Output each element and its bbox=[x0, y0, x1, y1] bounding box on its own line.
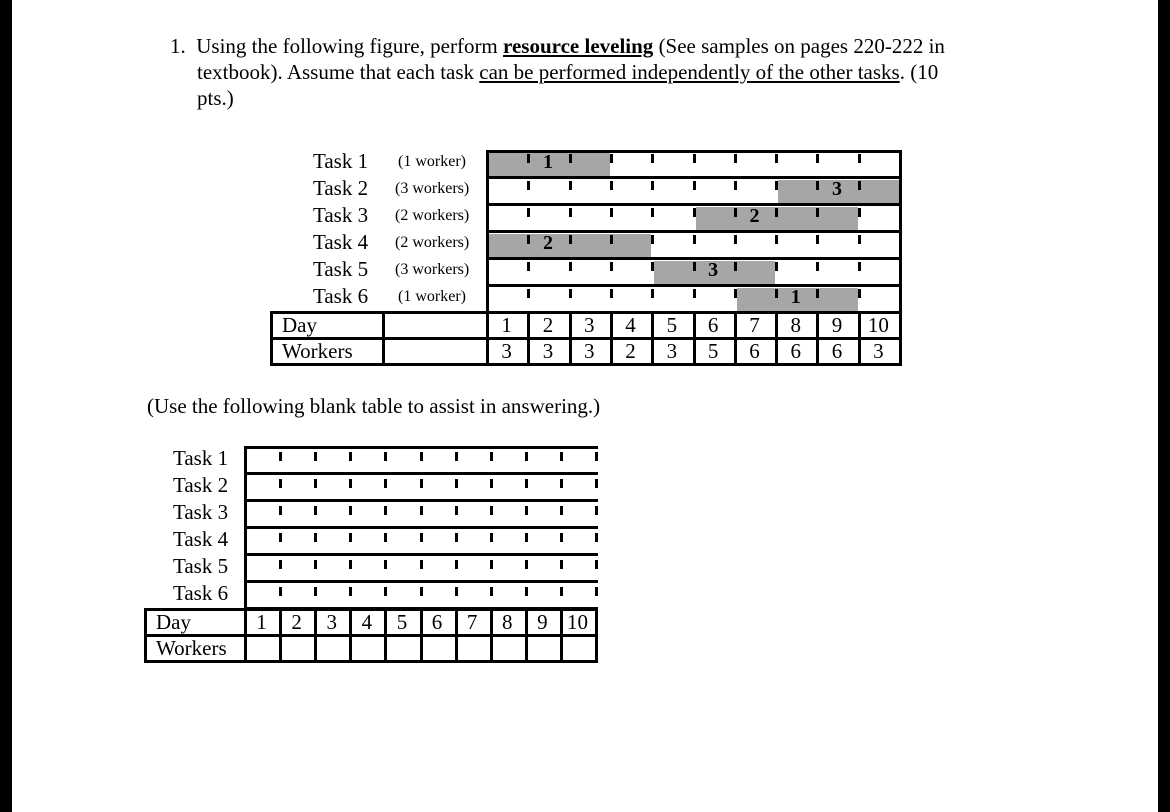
figure-grid-tick bbox=[651, 154, 654, 163]
figure-grid-tick bbox=[527, 208, 530, 217]
figure-grid-tick bbox=[610, 289, 613, 298]
blank-grid-tick bbox=[490, 452, 493, 461]
blank-grid-tick bbox=[384, 506, 387, 515]
blank-grid-tick bbox=[420, 452, 423, 461]
blank-grid-tick bbox=[560, 533, 563, 542]
figure-workers-label: Workers bbox=[282, 339, 353, 363]
figure-day-cell: 10 bbox=[867, 313, 889, 337]
question-line-1 bbox=[170, 33, 945, 59]
blank-grid-tick bbox=[595, 560, 598, 569]
blank-day-cell: 10 bbox=[566, 610, 588, 634]
blank-grid-tick bbox=[490, 560, 493, 569]
blank-grid-tick bbox=[455, 587, 458, 596]
blank-day-cell: 7 bbox=[466, 610, 478, 634]
figure-day-cell: 8 bbox=[790, 313, 801, 337]
question-number: 1. bbox=[170, 34, 186, 58]
blank-grid-tick bbox=[560, 452, 563, 461]
blank-grid-tick bbox=[525, 479, 528, 488]
figure-task-label: Task 4 bbox=[313, 230, 369, 254]
blank-grid-tick bbox=[595, 587, 598, 596]
blank-grid-tick bbox=[490, 587, 493, 596]
figure-day-cell: 3 bbox=[583, 313, 595, 337]
figure-task-label: Task 3 bbox=[313, 203, 369, 227]
blank-grid-tick bbox=[314, 533, 317, 542]
figure-bar-label: 1 bbox=[790, 286, 801, 308]
blank-grid-tick bbox=[384, 479, 387, 488]
figure-grid-tick bbox=[816, 154, 819, 163]
blank-grid-tick bbox=[560, 479, 563, 488]
figure-table-col-line bbox=[899, 311, 902, 366]
blank-grid-tick bbox=[490, 479, 493, 488]
question-mid1: (See samples on pages 220-222 in bbox=[653, 34, 945, 58]
figure-grid-tick bbox=[775, 208, 778, 217]
blank-grid-tick bbox=[420, 533, 423, 542]
figure-grid-tick bbox=[569, 289, 572, 298]
figure-table-left bbox=[270, 311, 273, 366]
figure-grid-tick bbox=[816, 235, 819, 244]
figure-grid-tick bbox=[569, 154, 572, 163]
figure-bar-label: 1 bbox=[542, 151, 553, 173]
figure-task-workers: (1 worker) bbox=[398, 153, 466, 170]
blank-grid-tick bbox=[384, 533, 387, 542]
figure-grid-tick bbox=[610, 208, 613, 217]
blank-grid-tick bbox=[525, 560, 528, 569]
figure-bar-label: 3 bbox=[708, 259, 719, 281]
question-line-2 bbox=[197, 59, 938, 85]
blank-row-line bbox=[244, 499, 598, 502]
blank-grid-tick bbox=[279, 560, 282, 569]
figure-grid-tick bbox=[816, 262, 819, 271]
figure-grid-tick bbox=[610, 181, 613, 190]
figure-grid-tick bbox=[858, 154, 861, 163]
blank-grid-tick bbox=[525, 506, 528, 515]
blank-row-line bbox=[244, 472, 598, 475]
figure-workers-cell: 2 bbox=[625, 339, 636, 363]
blank-grid-tick bbox=[420, 560, 423, 569]
figure-bar-label: 3 bbox=[832, 178, 843, 200]
blank-grid-tick bbox=[525, 533, 528, 542]
figure-grid-tick bbox=[527, 181, 530, 190]
blank-task-label: Task 5 bbox=[173, 554, 229, 578]
figure-grid-tick bbox=[527, 235, 530, 244]
figure-grid-tick bbox=[651, 262, 654, 271]
figure-grid-tick bbox=[816, 289, 819, 298]
blank-grid-tick bbox=[560, 560, 563, 569]
figure-task-label: Task 1 bbox=[313, 149, 369, 173]
blank-grid-tick bbox=[349, 587, 352, 596]
figure-day-label: Day bbox=[282, 313, 317, 337]
blank-grid-tick bbox=[314, 506, 317, 515]
blank-row-line bbox=[244, 580, 598, 583]
resource-leveling-term: resource leveling bbox=[503, 34, 654, 58]
blank-grid-tick bbox=[279, 452, 282, 461]
figure-row-line bbox=[486, 284, 902, 287]
blank-day-cell: 6 bbox=[431, 610, 443, 634]
figure-day-cell: 6 bbox=[707, 313, 719, 337]
blank-task-label: Task 2 bbox=[173, 473, 229, 497]
figure-grid-tick bbox=[651, 181, 654, 190]
figure-task-workers: (3 workers) bbox=[395, 180, 470, 197]
blank-grid-tick bbox=[595, 506, 598, 515]
blank-grid-tick bbox=[314, 479, 317, 488]
figure-grid-tick bbox=[734, 235, 737, 244]
figure-grid-tick bbox=[775, 235, 778, 244]
question-line-3: pts.) bbox=[197, 86, 234, 110]
figure-grid-tick bbox=[858, 235, 861, 244]
figure-row-line bbox=[486, 203, 902, 206]
figure-day-cell: 1 bbox=[501, 313, 512, 337]
blank-grid-tick bbox=[420, 506, 423, 515]
blank-grid-tick bbox=[349, 533, 352, 542]
figure-bar-label: 2 bbox=[542, 232, 553, 254]
figure-workers-cell: 3 bbox=[501, 339, 512, 363]
blank-grid-tick bbox=[455, 533, 458, 542]
figure-workers-cell: 6 bbox=[749, 339, 760, 363]
blank-grid-tick bbox=[525, 587, 528, 596]
blank-day-label: Day bbox=[156, 610, 191, 634]
figure-grid-tick bbox=[734, 154, 737, 163]
figure-grid-tick bbox=[858, 289, 861, 298]
figure-grid-tick bbox=[693, 154, 696, 163]
figure-workers-cell: 3 bbox=[542, 339, 554, 363]
figure-grid-tick bbox=[775, 289, 778, 298]
blank-grid-tick bbox=[490, 533, 493, 542]
figure-grid-tick bbox=[734, 289, 737, 298]
figure-workers-cell: 6 bbox=[790, 339, 801, 363]
blank-grid-top bbox=[244, 446, 598, 449]
figure-task-label: Task 6 bbox=[313, 284, 369, 308]
figure-workers-cell: 3 bbox=[583, 339, 595, 363]
figure-task-workers: (2 workers) bbox=[395, 207, 470, 224]
blank-grid-tick bbox=[455, 506, 458, 515]
question-mid2: textbook). Assume that each task bbox=[197, 60, 480, 84]
blank-task-label: Task 4 bbox=[173, 527, 229, 551]
blank-day-cell: 8 bbox=[501, 610, 513, 634]
figure-grid-tick bbox=[651, 235, 654, 244]
figure-task-label: Task 5 bbox=[313, 257, 369, 281]
blank-grid-tick bbox=[279, 479, 282, 488]
figure-task-workers: (3 workers) bbox=[395, 261, 470, 278]
blank-grid-tick bbox=[595, 479, 598, 488]
figure-day-cell: 5 bbox=[666, 313, 678, 337]
figure-grid-tick bbox=[858, 181, 861, 190]
figure-grid-tick bbox=[775, 154, 778, 163]
blank-day-cell: 1 bbox=[256, 610, 267, 634]
figure-grid-tick bbox=[693, 235, 696, 244]
figure-workers-cell: 3 bbox=[666, 339, 678, 363]
blank-grid-tick bbox=[279, 506, 282, 515]
blank-day-cell: 5 bbox=[396, 610, 408, 634]
figure-grid-tick bbox=[693, 181, 696, 190]
blank-task-label: Task 1 bbox=[173, 446, 229, 470]
blank-grid-tick bbox=[560, 587, 563, 596]
blank-grid-tick bbox=[349, 560, 352, 569]
figure-grid-tick bbox=[651, 289, 654, 298]
blank-grid-tick bbox=[525, 452, 528, 461]
blank-grid-tick bbox=[595, 452, 598, 461]
figure-grid-tick bbox=[610, 235, 613, 244]
blank-grid-tick bbox=[490, 506, 493, 515]
figure-grid-tick bbox=[858, 208, 861, 217]
figure-grid-tick bbox=[693, 208, 696, 217]
figure-grid-tick bbox=[569, 262, 572, 271]
blank-row-line bbox=[244, 553, 598, 556]
blank-grid-tick bbox=[560, 506, 563, 515]
blank-day-cell: 4 bbox=[361, 610, 373, 634]
blank-day-cell: 3 bbox=[326, 610, 337, 634]
figure-task-workers: (2 workers) bbox=[395, 234, 470, 251]
figure-day-cell: 9 bbox=[831, 313, 843, 337]
figure-day-cell: 4 bbox=[625, 313, 636, 337]
figure-grid-tick bbox=[816, 181, 819, 190]
figure-day-cell: 7 bbox=[749, 313, 760, 337]
blank-grid-tick bbox=[314, 560, 317, 569]
figure-grid-tick bbox=[734, 208, 737, 217]
figure-grid-tick bbox=[527, 154, 530, 163]
figure-grid-tick bbox=[734, 262, 737, 271]
assumption-text: can be performed independently of the other tasks bbox=[479, 60, 900, 84]
blank-day-cell: 2 bbox=[291, 610, 302, 634]
blank-grid-tick bbox=[349, 479, 352, 488]
figure-grid-tick bbox=[693, 262, 696, 271]
figure-grid-tick bbox=[775, 181, 778, 190]
blank-grid-tick bbox=[455, 479, 458, 488]
blank-grid-tick bbox=[595, 533, 598, 542]
figure-grid-tick bbox=[858, 262, 861, 271]
blank-grid-tick bbox=[455, 560, 458, 569]
figure-bar-label: 2 bbox=[749, 205, 760, 227]
blank-grid-tick bbox=[384, 452, 387, 461]
question-intro: Using the following figure, perform bbox=[196, 34, 504, 58]
figure-grid-tick bbox=[734, 181, 737, 190]
document-page bbox=[12, 0, 1158, 812]
blank-grid-tick bbox=[349, 452, 352, 461]
figure-day-cell: 2 bbox=[542, 313, 554, 337]
blank-task-label: Task 6 bbox=[173, 581, 229, 605]
question-end: . (10 bbox=[899, 60, 939, 84]
blank-table-left bbox=[144, 608, 147, 663]
blank-grid-tick bbox=[314, 587, 317, 596]
figure-grid-tick bbox=[527, 262, 530, 271]
figure-table-split bbox=[382, 311, 385, 366]
blank-grid-tick bbox=[420, 587, 423, 596]
figure-grid-tick bbox=[610, 154, 613, 163]
figure-grid-tick bbox=[610, 262, 613, 271]
blank-grid-tick bbox=[279, 533, 282, 542]
figure-grid-tick bbox=[775, 262, 778, 271]
figure-grid-tick bbox=[569, 208, 572, 217]
figure-grid-tick bbox=[527, 289, 530, 298]
figure-grid-tick bbox=[569, 181, 572, 190]
blank-workers-label: Workers bbox=[156, 636, 227, 660]
figure-workers-cell: 6 bbox=[831, 339, 843, 363]
blank-grid-tick bbox=[349, 506, 352, 515]
blank-row-line bbox=[244, 526, 598, 529]
figure-grid-tick bbox=[651, 208, 654, 217]
blank-grid-tick bbox=[455, 452, 458, 461]
figure-workers-cell: 5 bbox=[707, 339, 719, 363]
blank-task-label: Task 3 bbox=[173, 500, 229, 524]
blank-grid-tick bbox=[279, 587, 282, 596]
figure-workers-cell: 3 bbox=[873, 339, 884, 363]
instruction-text: (Use the following blank table to assist in answering.) bbox=[147, 394, 601, 418]
figure-task-workers: (1 worker) bbox=[398, 288, 466, 305]
blank-table-col-line bbox=[595, 608, 598, 663]
blank-grid-tick bbox=[384, 560, 387, 569]
figure-grid-tick bbox=[693, 289, 696, 298]
blank-grid-tick bbox=[420, 479, 423, 488]
blank-grid-tick bbox=[314, 452, 317, 461]
figure-grid-tick bbox=[569, 235, 572, 244]
blank-day-cell: 9 bbox=[537, 610, 548, 634]
blank-grid-tick bbox=[384, 587, 387, 596]
figure-grid-tick bbox=[816, 208, 819, 217]
figure-task-label: Task 2 bbox=[313, 176, 369, 200]
